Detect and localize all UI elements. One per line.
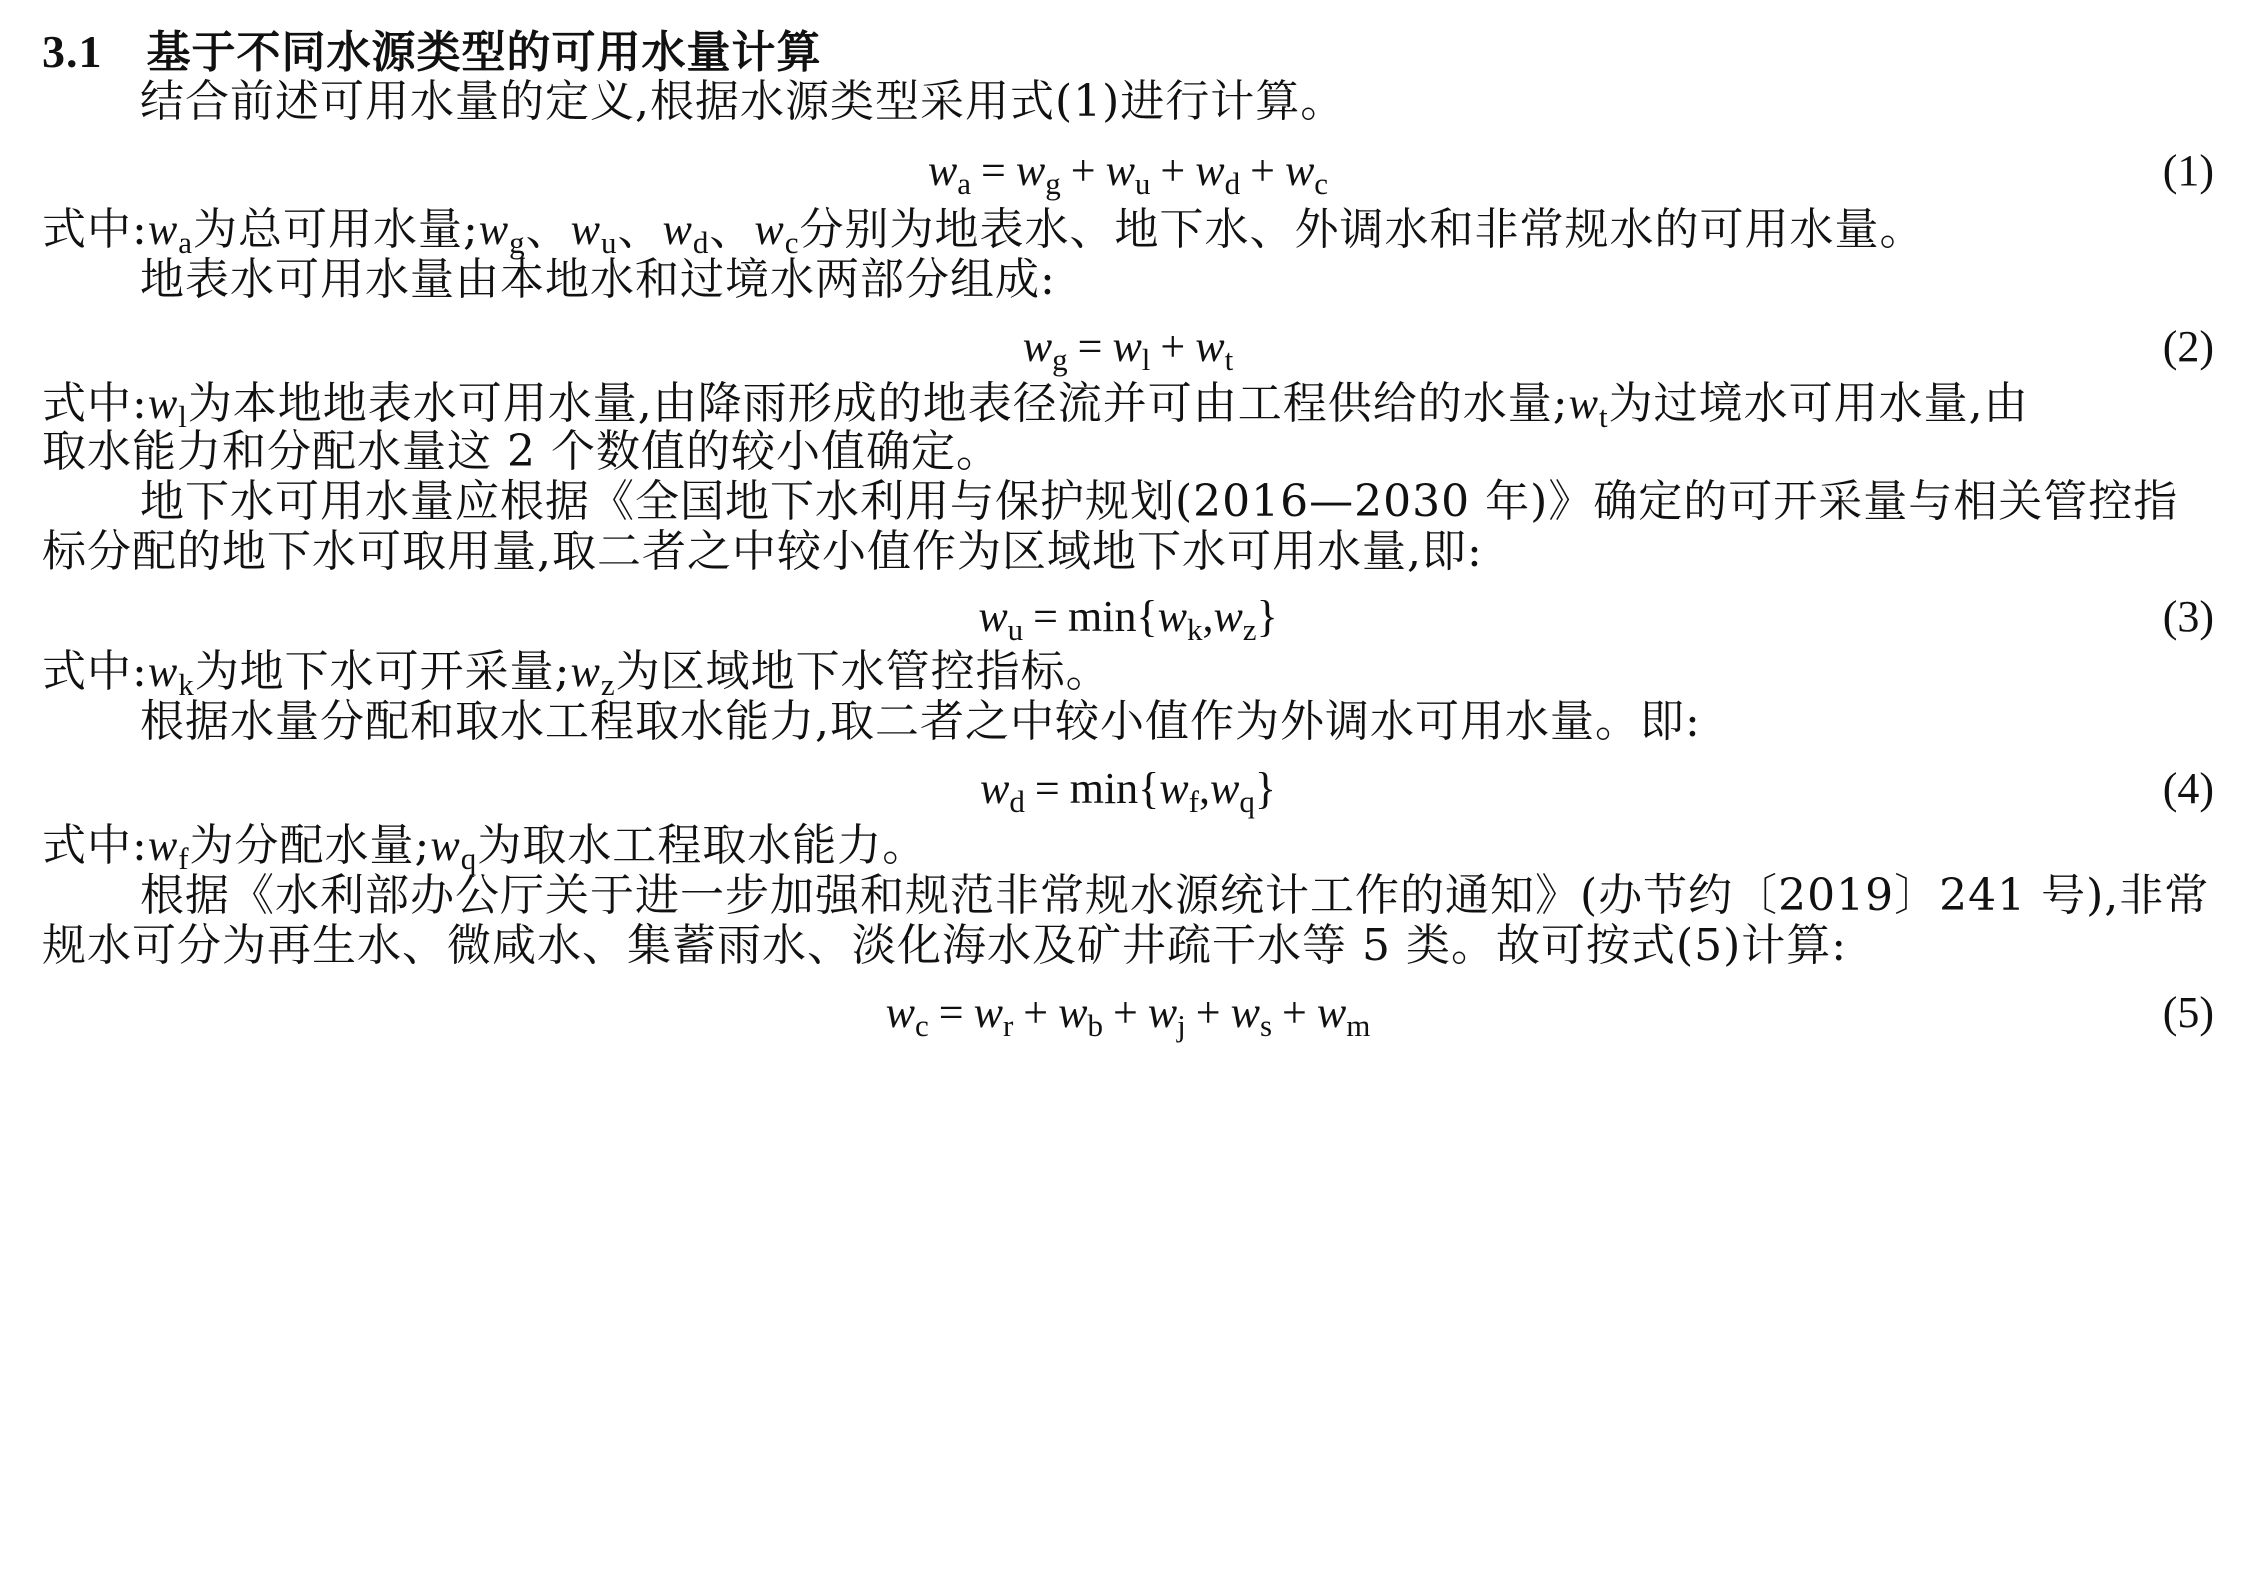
math-subscript: u [601,225,618,260]
text-run: 为地下水可开采量; [194,646,571,697]
math-operator: , [1198,764,1210,813]
paragraph-groundwater-line1: 地下水可用水量应根据《全国地下水利用与保护规划(2016—2030 年)》确定的可开采量与相关管控指 [140,476,2179,527]
math-subscript: u [1134,166,1151,201]
math-operator: + [1023,988,1049,1037]
math-variable: w [1195,322,1225,371]
equation-5 [0,978,2256,1048]
math-variable: w [1213,592,1243,641]
math-operator: + [1250,146,1275,195]
text-run: 为取水工程取水能力。 [477,820,928,871]
math-variable: w [973,988,1003,1037]
math-subscript: t [1224,342,1234,377]
math-variable: w [927,146,958,195]
math-subscript: b [1087,1008,1103,1043]
section-number: 3.1 [42,26,103,77]
math-variable: w [1157,592,1187,641]
math-variable: w [980,764,1010,813]
text-run: 、 [617,204,663,255]
math-subscript: r [1002,1008,1014,1043]
math-subscript: g [1052,342,1068,377]
paragraph-transfer-water: 根据水量分配和取水工程取水能力,取二者之中较小值作为外调水可用水量。即: [140,696,1701,747]
math-subscript: f [178,841,190,876]
math-variable: w [885,988,915,1037]
math-variable: w [1058,988,1088,1037]
math-variable: w [1112,322,1142,371]
math-variable: w [1284,146,1315,195]
equation-2 [0,312,2256,382]
equation-3-number: (3) [2162,592,2214,641]
math-operator: + [1282,988,1307,1037]
math-subscript: g [509,225,526,260]
math-subscript: k [178,667,195,702]
math-operator: = [981,146,1006,195]
paragraph-groundwater-line2: 标分配的地下水可取用量,取二者之中较小值作为区域地下水可用水量,即: [42,526,1483,577]
math-variable: w [1316,988,1347,1037]
paragraph-intro: 结合前述可用水量的定义,根据水源类型采用式(1)进行计算。 [140,76,1346,127]
text-run: 式中: [42,204,148,255]
equation-1 [0,136,2256,206]
equation-2-number: (2) [2162,322,2214,371]
math-subscript: z [1242,612,1257,647]
math-operator: = [938,988,964,1037]
math-variable: w [1147,988,1178,1037]
text-run: 为分配水量; [189,820,431,871]
math-subscript: s [1259,1008,1273,1043]
text-run: 式中: [42,378,148,429]
math-operator: = [1033,592,1058,641]
math-operator: min [1068,592,1137,641]
text-run: 为区域地下水管控指标。 [615,646,1111,697]
paragraph-unconventional-line2: 规水可分为再生水、微咸水、集蓄雨水、淡化海水及矿井疏干水等 5 类。故可按式(5)计算: [42,920,1848,971]
equation-4-number: (4) [2162,764,2214,813]
text-run: 为总可用水量; [192,204,479,255]
math-variable: w [1195,146,1225,195]
math-subscript: d [1009,784,1025,819]
math-subscript: q [460,841,478,876]
math-variable: w [570,647,601,696]
math-subscript: a [178,225,193,260]
section-title: 基于不同水源类型的可用水量计算 [146,27,822,78]
math-operator: min [1069,764,1139,813]
math-operator: = [1034,764,1060,813]
math-variable: w [147,379,179,428]
math-variable: w [978,592,1008,641]
math-variable: w [147,821,179,870]
math-operator: + [1160,322,1186,371]
math-variable: w [147,647,179,696]
text-run: 式中: [42,820,148,871]
text-run: 、 [709,204,755,255]
math-variable: w [478,205,510,254]
math-operator: + [1070,146,1096,195]
math-variable: w [1568,379,1599,428]
math-operator: + [1195,988,1221,1037]
math-operator: { [1138,764,1160,813]
math-subscript: l [1141,342,1151,377]
math-operator: } [1256,592,1278,641]
math-operator: , [1202,592,1214,641]
math-subscript: a [957,166,972,201]
text-run: 为过境水可用水量,由 [1608,378,2029,429]
equation-5-number: (5) [2162,988,2214,1037]
math-subscript: q [1239,784,1255,819]
math-subscript: l [178,399,188,434]
paragraph-unconventional-line1: 根据《水利部办公厅关于进一步加强和规范非常规水源统计工作的通知》(办节约〔2019〕241 号),非常 [140,870,2210,921]
paragraph-eq2-definitions-line2: 取水能力和分配水量这 2 个数值的较小值确定。 [42,426,1001,477]
equation-1-number: (1) [2162,146,2214,195]
math-variable: w [147,205,179,254]
math-variable: w [1022,322,1053,371]
math-operator: } [1254,764,1276,813]
text-run: 式中: [42,646,148,697]
math-variable: w [662,205,693,254]
math-variable: w [1159,764,1189,813]
math-subscript: m [1346,1008,1371,1043]
math-subscript: c [784,225,800,260]
math-variable: w [754,205,785,254]
math-subscript: g [1045,166,1061,201]
math-operator: { [1136,592,1158,641]
paragraph-surface-water: 地表水可用水量由本地水和过境水两部分组成: [140,254,1056,305]
math-subscript: c [915,1008,929,1043]
math-subscript: t [1598,399,1609,434]
math-variable: w [430,821,461,870]
equation-4 [0,754,2256,824]
math-subscript: u [1007,612,1024,647]
math-subscript: d [692,225,710,260]
math-subscript: j [1177,1008,1186,1043]
text-run: 为本地地表水可用水量,由降雨形成的地表径流并可由工程供给的水量; [187,378,1569,429]
math-variable: w [570,205,601,254]
text-run: 、 [525,204,571,255]
math-subscript: f [1188,784,1199,819]
math-variable: w [1230,988,1260,1037]
text-run: 分别为地表水、地下水、外调水和非常规水的可用水量。 [799,204,1925,255]
math-operator: + [1112,988,1138,1037]
math-variable: w [1015,146,1046,195]
math-subscript: k [1186,612,1203,647]
math-subscript: z [600,667,616,702]
math-variable: w [1105,146,1135,195]
equation-5-body [0,978,2256,1061]
math-operator: + [1160,146,1186,195]
math-variable: w [1209,764,1240,813]
math-subscript: c [1314,166,1329,201]
math-subscript: d [1224,166,1241,201]
math-operator: = [1077,322,1103,371]
